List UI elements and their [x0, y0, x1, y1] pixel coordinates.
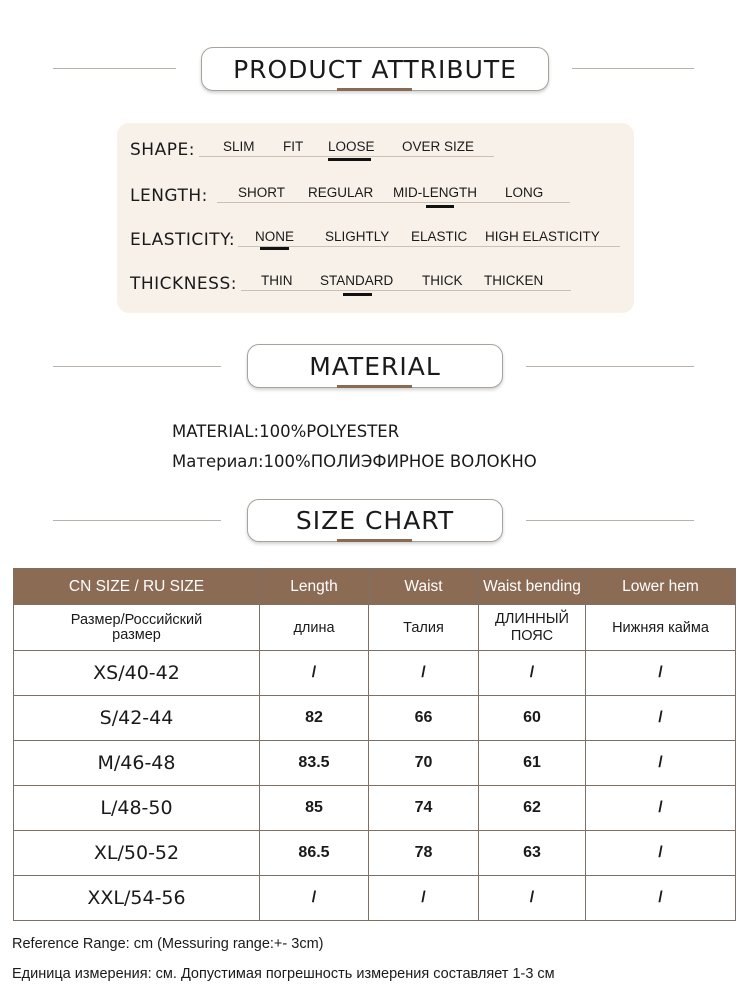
table-cell: 62	[479, 786, 586, 831]
table-cell: /	[586, 831, 736, 876]
table-cell: 78	[369, 831, 479, 876]
attribute-panel	[117, 123, 634, 313]
title-accent-bar	[337, 88, 412, 91]
table-cell: /	[369, 876, 479, 921]
option-mid-length: MID-LENGTH	[393, 185, 477, 200]
subheader-cell: длина	[260, 605, 369, 651]
attribute-row-length	[117, 169, 634, 209]
size-cell: L/48-50	[14, 786, 260, 831]
title-accent-bar	[337, 539, 412, 542]
footnote-english: Reference Range: cm (Messuring range:+- 3cm)	[12, 936, 324, 952]
option-elastic: ELASTIC	[411, 229, 468, 244]
selected-marker	[343, 293, 372, 296]
table-cell: /	[479, 876, 586, 921]
table-cell: /	[260, 876, 369, 921]
size-cell: M/46-48	[14, 741, 260, 786]
table-row	[14, 831, 736, 876]
material-label: Материал:	[172, 452, 264, 471]
divider-left	[53, 520, 221, 521]
attribute-underline	[241, 290, 571, 291]
header-cell: Length	[260, 569, 369, 605]
header-cell: CN SIZE / RU SIZE	[14, 569, 260, 605]
table-cell: 63	[479, 831, 586, 876]
table-cell: 74	[369, 786, 479, 831]
table-cell: /	[586, 741, 736, 786]
selected-marker	[426, 205, 454, 208]
table-cell: 66	[369, 696, 479, 741]
option-slightly: SLIGHTLY	[325, 229, 390, 244]
subheader-cell: Нижняя кайма	[586, 605, 736, 651]
subheader-row	[14, 605, 736, 651]
option-loose: LOOSE	[328, 139, 375, 154]
option-thicken: THICKEN	[484, 273, 544, 288]
header-cell: Waist	[369, 569, 479, 605]
option-long: LONG	[505, 185, 544, 200]
title-accent-bar	[337, 385, 412, 388]
table-cell: /	[586, 651, 736, 696]
size-chart-table	[13, 568, 736, 921]
attribute-row-thickness	[117, 257, 634, 297]
size-cell: XS/40-42	[14, 651, 260, 696]
table-cell: /	[586, 876, 736, 921]
table-row	[14, 786, 736, 831]
size-cell: XXL/54-56	[14, 876, 260, 921]
header-cell: Lower hem	[586, 569, 736, 605]
subheader-cell: Талия	[369, 605, 479, 651]
attribute-label: ELASTICITY:	[130, 230, 236, 250]
subheader-cell: ДЛИННЫЙ ПОЯС	[479, 605, 586, 651]
selected-marker	[260, 247, 289, 250]
section-title-product-attribute	[201, 47, 549, 91]
section-title-material	[247, 344, 503, 388]
attribute-label: THICKNESS:	[130, 274, 237, 294]
table-cell: /	[369, 651, 479, 696]
attribute-underline	[238, 246, 620, 247]
attribute-label: LENGTH:	[130, 186, 208, 206]
table-cell: /	[586, 696, 736, 741]
material-english	[172, 422, 399, 441]
table-row	[14, 651, 736, 696]
attribute-label: SHAPE:	[130, 140, 195, 160]
divider-right	[526, 520, 694, 521]
option-none: NONE	[255, 229, 295, 244]
option-thin: THIN	[261, 273, 293, 288]
option-standard: STANDARD	[320, 273, 394, 288]
material-value: 100%ПОЛИЭФИРНОЕ ВОЛОКНО	[263, 452, 537, 471]
section-title-text: PRODUCT ATTRIBUTE	[233, 54, 517, 84]
material-russian	[172, 452, 537, 471]
attribute-row-elasticity	[117, 213, 634, 253]
divider-right	[526, 366, 694, 367]
size-cell: XL/50-52	[14, 831, 260, 876]
divider-left	[53, 68, 176, 69]
footnote-russian: Единица измерения: см. Допустимая погрешность измерения составляет 1-3 см	[12, 966, 555, 982]
option-regular: REGULAR	[308, 185, 374, 200]
table-row	[14, 876, 736, 921]
material-label: MATERIAL:	[172, 422, 260, 441]
attribute-underline	[199, 156, 494, 157]
table-cell: /	[260, 651, 369, 696]
header-row	[14, 569, 736, 605]
option-fit: FIT	[283, 139, 304, 154]
section-title-text: SIZE CHART	[295, 506, 455, 535]
material-value: 100%POLYESTER	[259, 422, 400, 441]
table-row	[14, 741, 736, 786]
option-thick: THICK	[422, 273, 463, 288]
selected-marker	[328, 158, 371, 161]
header-cell: Waist bending	[479, 569, 586, 605]
option-short: SHORT	[238, 185, 286, 200]
size-cell: S/42-44	[14, 696, 260, 741]
table-cell: 82	[260, 696, 369, 741]
table-cell: 85	[260, 786, 369, 831]
table-cell: /	[479, 651, 586, 696]
table-cell: 70	[369, 741, 479, 786]
option-slim: SLIM	[223, 139, 255, 154]
table-row	[14, 696, 736, 741]
subheader-cell: Размер/Российский размер	[14, 605, 260, 651]
table-cell: 60	[479, 696, 586, 741]
attribute-underline	[217, 202, 570, 203]
section-title-text: MATERIAL	[309, 351, 441, 381]
divider-right	[572, 68, 694, 69]
table-cell: /	[586, 786, 736, 831]
option-over-size: OVER SIZE	[402, 139, 475, 154]
option-high-elasticity: HIGH ELASTICITY	[485, 229, 600, 244]
table-cell: 83.5	[260, 741, 369, 786]
section-title-size-chart	[247, 499, 503, 542]
table-cell: 61	[479, 741, 586, 786]
attribute-row-shape	[117, 123, 634, 163]
table-cell: 86.5	[260, 831, 369, 876]
divider-left	[53, 366, 221, 367]
